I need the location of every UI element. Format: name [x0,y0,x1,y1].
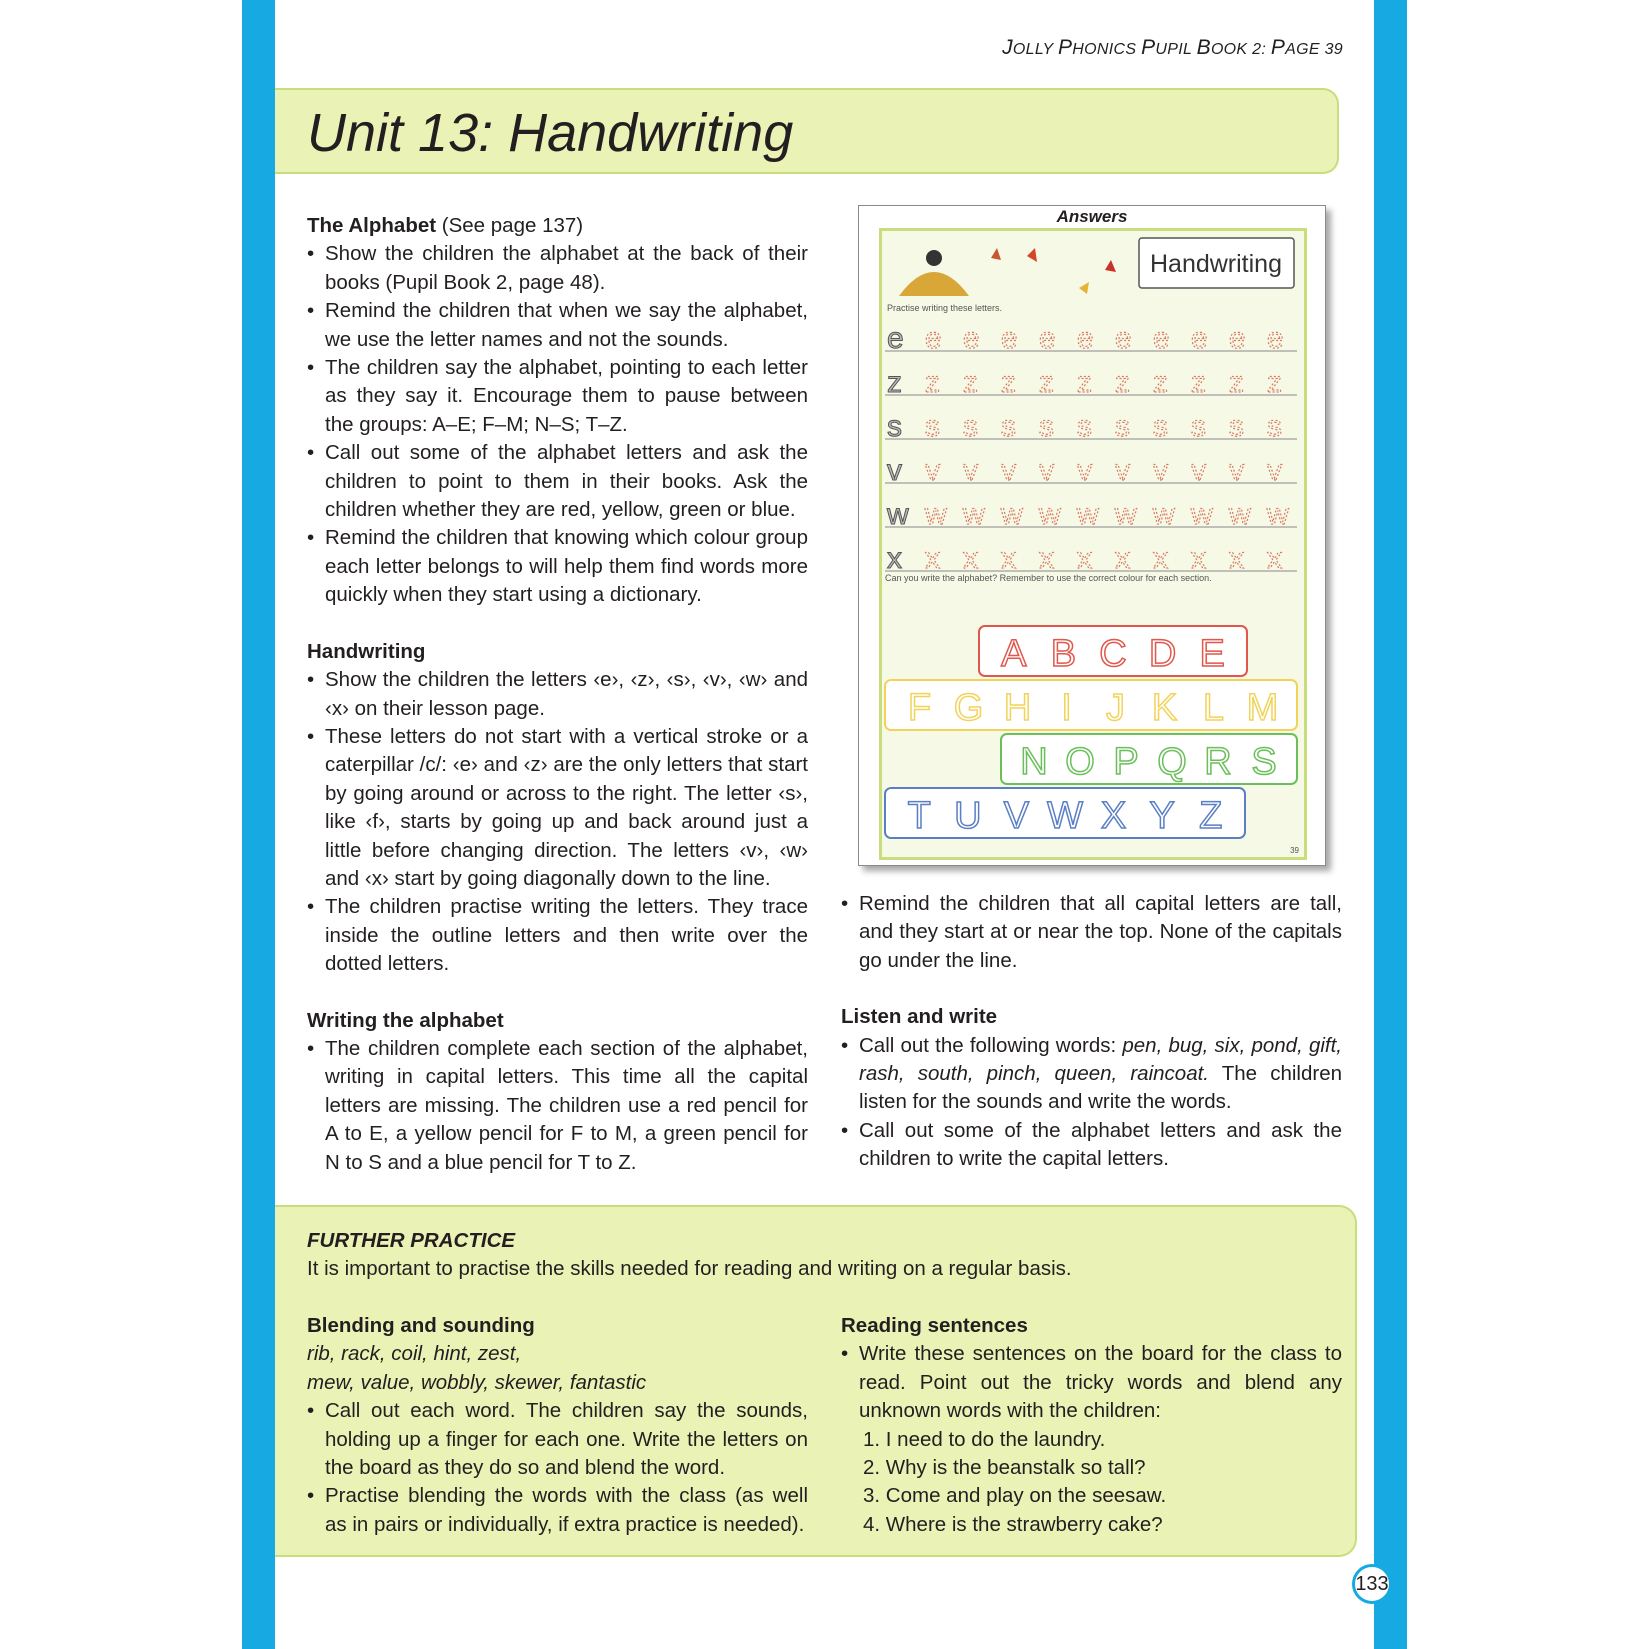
alphabet-letter: Y [1149,795,1175,837]
alphabet-letter: I [1061,687,1072,729]
trace-letter: e [1153,322,1170,355]
listen-write-list [841,1032,1342,1174]
reading-section [841,1312,1342,1539]
sentence-item: 1. I need to do the laundry. [863,1427,1106,1451]
trace-letter: z [1077,366,1092,399]
trace-letter: s [1267,410,1282,443]
trace-letter: e [1191,322,1208,355]
alphabet-letter: R [1204,741,1232,783]
blending-words-1: rib, rack, coil, hint, zest, [307,1342,522,1366]
alphabet-letter: P [1113,741,1139,783]
alphabet-group-box [885,680,1297,730]
trace-letter: s [925,410,940,443]
alphabet-letter: C [1099,633,1127,675]
sentence-item: 4. Where is the strawberry cake? [863,1512,1163,1536]
trace-letter: z [1153,366,1168,399]
list-item: • The children complete each section of the alphabet, writing in capital letters. This time all the capital letters are missing. The children use a red pencil for A to E, a yellow pencil for F to M, a green pencil for N to S and a blue pencil for T to Z. [307,1035,808,1177]
page-title: Unit 13: Handwriting [307,103,794,163]
trace-letter: v [1115,454,1130,487]
trace-letter: s [1229,410,1244,443]
alphabet-letter: L [1202,687,1225,729]
further-practice-intro [307,1227,1342,1284]
trace-letter: e [1115,322,1132,355]
alphabet-letter: H [1003,687,1032,729]
trace-letter: z [1039,366,1054,399]
trace-letter: x [887,542,902,575]
trace-letter: w [1191,498,1213,531]
trace-letter: e [963,322,980,355]
trace-letter: s [1115,410,1130,443]
writing-alphabet-heading: Writing the alphabet [307,1008,504,1032]
trace-letter: x [1115,542,1130,575]
trace-letter: e [925,322,942,355]
alphabet-section [307,212,808,610]
further-practice-heading: FURTHER PRACTICE [307,1229,516,1252]
trace-letter: s [887,410,902,443]
list-item: • Remind the children that knowing which colour group each letter belongs to will help them find words more quickly when they start using a dictionary. [307,524,808,609]
alphabet-list [307,240,808,609]
further-practice-text: It is important to practise the skills needed for reading and writing on a regular basis. [307,1257,1072,1281]
trace-letter: w [1039,498,1061,531]
list-item: • Show the children the alphabet at the back of their books (Pupil Book 2, page 48). [307,240,808,297]
list-item: • The children practise writing the letters. They trace inside the outline letters and then write over the dotted letters. [307,893,808,978]
running-head: JOLLY PHONICS PUPIL BOOK 2: PAGE 39 [1002,36,1343,59]
writing-alphabet-section [307,1007,808,1177]
trace-letter: w [1077,498,1099,531]
handwriting-list [307,666,808,978]
trace-letter: v [1229,454,1244,487]
trace-letter: e [1077,322,1094,355]
trace-letter: v [925,454,940,487]
trace-letter: v [1267,454,1282,487]
trace-letter: e [1001,322,1018,355]
trace-letter: x [1191,542,1206,575]
trace-letter: x [925,542,940,575]
trace-letter: v [887,454,902,487]
list-item: • The children say the alphabet, pointing to each letter as they say it. Encourage them to pause between the groups: A–E; F–M; N–S; T–Z. [307,354,808,439]
handwriting-heading: Handwriting [307,639,426,663]
capitals-list [841,890,1342,975]
alphabet-letter: Q [1157,741,1187,783]
trace-letter: w [887,498,909,531]
alphabet-letter: T [907,795,931,837]
trace-letter: x [1001,542,1016,575]
trace-letter: v [1077,454,1092,487]
trace-letter: v [1191,454,1206,487]
handwriting-section [307,638,808,979]
trace-letter: w [925,498,947,531]
list-item: • Write these sentences on the board for the class to read. Point out the tricky words and blend any unknown words with the children: [841,1340,1342,1425]
trace-letter: s [1039,410,1054,443]
alphabet-letter: W [1047,795,1083,837]
trace-letter: e [1267,322,1284,355]
worksheet-instruction-2: Can you write the alphabet? Remember to use the correct colour for each section. [885,573,1212,583]
trace-letter: v [1001,454,1016,487]
alphabet-letter: E [1199,633,1225,675]
title-band [275,88,1339,174]
worksheet-thumbnail [858,205,1326,866]
alphabet-letter: U [954,795,982,837]
worksheet-title: Handwriting [1149,250,1283,278]
trace-letter: x [963,542,978,575]
alphabet-letter: Z [1199,795,1223,837]
trace-letter: z [887,366,902,399]
answers-label: Answers [1056,207,1128,226]
trace-letter: x [1153,542,1168,575]
list-item: • These letters do not start with a vertical stroke or a caterpillar /c/: ‹e› and ‹z› are the only letters that start by going around or across to the right. The letter ‹s›, like ‹f›, starts by going up and back around just a little before changing direction. The letters ‹v›, ‹w› and ‹x› start by going diagonally down to the line. [307,723,808,893]
alphabet-letter: N [1020,741,1048,783]
trace-letter: z [1115,366,1130,399]
trace-letter: w [1115,498,1137,531]
sentence-item: 3. Come and play on the seesaw. [863,1484,1167,1508]
reading-heading: Reading sentences [841,1314,1028,1337]
trace-letter: w [1001,498,1023,531]
trace-letter: e [887,322,904,355]
alphabet-letter: K [1151,687,1178,729]
list-item: • Practise blending the words with the class (as well as in pairs or individually, if extra practice is needed). [307,1482,808,1539]
alphabet-letter: J [1106,687,1125,729]
trace-letter: x [1077,542,1092,575]
listen-write-heading: Listen and write [841,1005,998,1029]
alphabet-letter: O [1065,741,1095,783]
writing-alphabet-list [307,1035,808,1177]
alphabet-heading: The Alphabet (See page 137) [307,214,584,237]
worksheet-drawing [879,228,1307,860]
trace-letter: w [1153,498,1175,531]
trace-letter: z [925,366,940,399]
alphabet-letter: V [1003,795,1030,837]
worksheet-page-number: 39 [1290,846,1299,855]
reading-list [841,1340,1342,1425]
trace-letter: z [1191,366,1206,399]
trace-letter: s [1153,410,1168,443]
blending-section [307,1312,808,1539]
left-blue-bar [242,0,275,1649]
alphabet-letter: X [1100,795,1127,837]
trace-letter: s [1077,410,1092,443]
list-item: • Call out each word. The children say the sounds, holding up a finger for each one. Write the letters on the board as they do so and blend the word. [307,1397,808,1482]
trace-letter: v [1039,454,1054,487]
trace-letter: s [1191,410,1206,443]
alphabet-letter: S [1251,741,1277,783]
right-blue-bar [1374,0,1407,1649]
trace-letter: v [963,454,978,487]
list-item: • Show the children the letters ‹e›, ‹z›, ‹s›, ‹v›, ‹w› and ‹x› on their lesson page. [307,666,808,723]
page-number: 133 [1352,1564,1392,1604]
trace-letter: e [1229,322,1246,355]
list-item: • Remind the children that when we say the alphabet, we use the letter names and not the sounds. [307,297,808,354]
trace-letter: z [1229,366,1244,399]
trace-letter: e [1039,322,1056,355]
trace-letter: w [1229,498,1251,531]
alphabet-letter: F [907,687,932,729]
alphabet-letter: M [1246,687,1279,729]
worksheet-instruction-1: Practise writing these letters. [887,303,1003,313]
list-item: • Call out some of the alphabet letters and ask the children to write the capital letters. [841,1117,1342,1174]
alphabet-letter: A [1001,633,1027,675]
alphabet-letter: D [1148,633,1177,675]
trace-letter: w [963,498,985,531]
right-column [841,890,1342,1202]
trace-letter: x [1267,542,1282,575]
trace-letter: x [1039,542,1054,575]
list-item: • Call out some of the alphabet letters and ask the children to point to them in their books. Ask the children whether they are red, yellow, green or blue. [307,439,808,524]
blending-words-2: mew, value, wobbly, skewer, fantastic [307,1370,647,1394]
alphabet-letter: B [1050,633,1077,675]
blending-list [307,1397,808,1539]
trace-letter: w [1267,498,1289,531]
trace-letter: z [1001,366,1016,399]
sentence-list [841,1426,1342,1540]
trace-letter: s [1001,410,1016,443]
list-item: • Remind the children that all capital letters are tall, and they start at or near the top. None of the capitals go under the line. [841,890,1342,975]
trace-letter: x [1229,542,1244,575]
listen-write-section [841,1003,1342,1173]
alphabet-letter: G [953,687,984,729]
ant-icon [926,250,942,266]
blending-heading: Blending and sounding [307,1314,535,1337]
sentence-item: 2. Why is the beanstalk so tall? [863,1456,1146,1480]
capitals-section [841,890,1342,975]
list-item: • Call out the following words: pen, bug, six, pond, gift, rash, south, pinch, queen, raincoat. The children listen for the sounds and write the words. [841,1032,1342,1117]
trace-letter: s [963,410,978,443]
trace-letter: v [1153,454,1168,487]
trace-letter: z [1267,366,1282,399]
trace-letter: z [963,366,978,399]
left-column [307,212,808,1205]
